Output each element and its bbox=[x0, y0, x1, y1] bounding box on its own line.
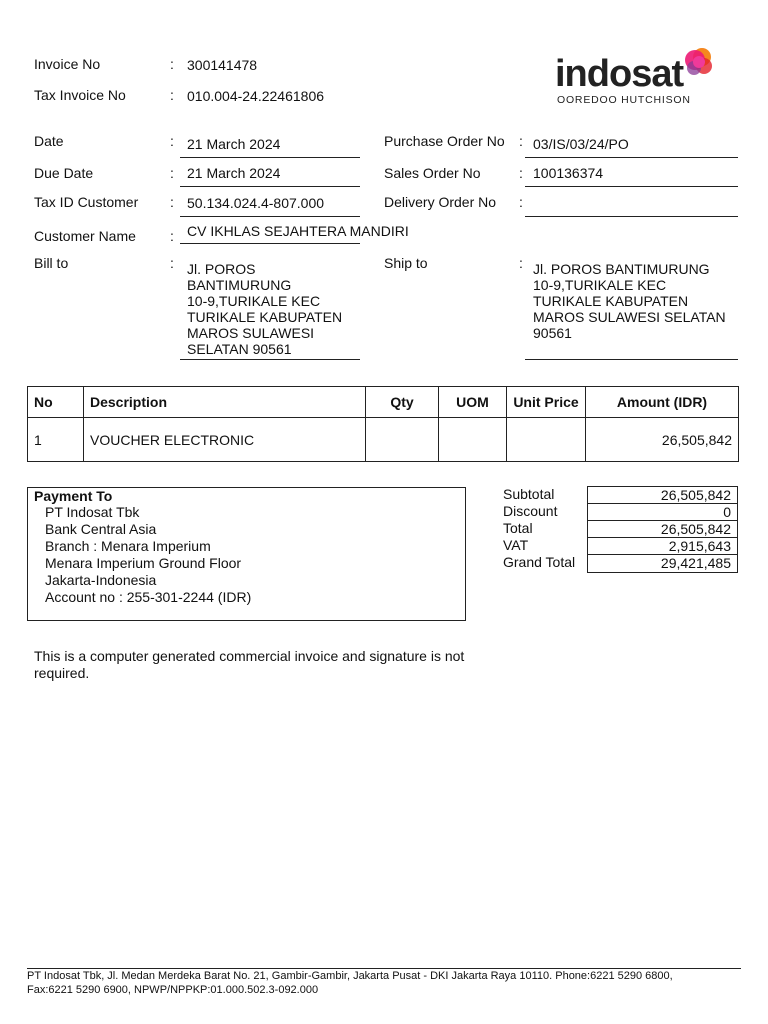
so-value: 100136374 bbox=[533, 165, 604, 181]
row-description: VOUCHER ELECTRONIC bbox=[84, 418, 366, 462]
totals-box bbox=[587, 486, 738, 573]
colon: : bbox=[170, 165, 174, 181]
colon: : bbox=[170, 87, 174, 103]
colon: : bbox=[519, 255, 523, 271]
bill-to-address: Jl. POROS BANTIMURUNG 10-9,TURIKALE KEC TURIKALE KABUPATEN MAROS SULAWESI SELATAN 90561 bbox=[187, 261, 343, 357]
colon: : bbox=[519, 133, 523, 149]
total-value: 26,505,842 bbox=[588, 521, 737, 538]
footer-company-info: PT Indosat Tbk, Jl. Medan Merdeka Barat No. 21, Gambir-Gambir, Jakarta Pusat - DKI Jakarta Raya 10110. Phone:6221 5290 6800, Fax:6221 5290 6900, NPWP/NPPKP:01.000.502.3-092.000 bbox=[27, 970, 673, 996]
ship-to-address: Jl. POROS BANTIMURUNG 10-9,TURIKALE KEC TURIKALE KABUPATEN MAROS SULAWESI SELATAN 90561 bbox=[533, 261, 726, 341]
header-amount: Amount (IDR) bbox=[586, 387, 739, 418]
invoice-no-label: Invoice No bbox=[34, 56, 101, 72]
grand-total-value: 29,421,485 bbox=[660, 555, 731, 571]
indosat-logo bbox=[553, 46, 723, 108]
payment-title: Payment To bbox=[34, 488, 113, 504]
ship-to-label: Ship to bbox=[384, 255, 428, 271]
colon: : bbox=[519, 165, 523, 181]
so-label: Sales Order No bbox=[384, 165, 481, 181]
computer-generated-note: This is a computer generated commercial invoice and signature is not required. bbox=[34, 648, 465, 681]
do-label: Delivery Order No bbox=[384, 194, 497, 210]
date-label: Date bbox=[34, 133, 64, 149]
discount-label: Discount bbox=[503, 503, 558, 519]
subtotal-value: 26,505,842 bbox=[588, 487, 737, 504]
header-description: Description bbox=[84, 387, 366, 418]
customer-name-value: CV IKHLAS SEJAHTERA MANDIRI bbox=[187, 223, 409, 239]
vat-label: VAT bbox=[503, 537, 529, 553]
header-no: No bbox=[28, 387, 84, 418]
divider bbox=[525, 216, 738, 217]
table-header-row bbox=[28, 387, 739, 418]
header-uom: UOM bbox=[439, 387, 507, 418]
colon: : bbox=[170, 255, 174, 271]
due-date-label: Due Date bbox=[34, 165, 94, 181]
date-value: 21 March 2024 bbox=[187, 136, 281, 152]
tax-id-label: Tax ID Customer bbox=[34, 194, 139, 210]
divider bbox=[525, 359, 738, 360]
row-unit-price bbox=[507, 418, 586, 462]
po-value: 03/IS/03/24/PO bbox=[533, 136, 629, 152]
subtotal-label: Subtotal bbox=[503, 486, 555, 502]
invoice-no-value: 300141478 bbox=[187, 57, 258, 73]
tax-id-value: 50.134.024.4-807.000 bbox=[187, 195, 325, 211]
row-qty bbox=[366, 418, 439, 462]
colon: : bbox=[170, 56, 174, 72]
total-label: Total bbox=[503, 520, 533, 536]
divider bbox=[180, 186, 360, 187]
row-uom bbox=[439, 418, 507, 462]
vat-value: 2,915,643 bbox=[588, 538, 737, 555]
tax-invoice-value: 010.004-24.22461806 bbox=[187, 88, 325, 104]
divider bbox=[525, 186, 738, 187]
divider bbox=[525, 157, 738, 158]
due-date-value: 21 March 2024 bbox=[187, 165, 281, 181]
header-qty: Qty bbox=[366, 387, 439, 418]
grand-total-label: Grand Total bbox=[503, 554, 576, 570]
header-unit-price: Unit Price bbox=[507, 387, 586, 418]
customer-name-label: Customer Name bbox=[34, 228, 136, 244]
items-table bbox=[27, 386, 739, 462]
payment-details: PT Indosat Tbk Bank Central Asia Branch : Menara Imperium Menara Imperium Ground Floor Jakarta-Indonesia Account no : 255-301-2244 (IDR) bbox=[45, 504, 252, 605]
row-no: 1 bbox=[28, 418, 84, 462]
tax-invoice-label: Tax Invoice No bbox=[34, 87, 126, 103]
table-row bbox=[28, 418, 739, 462]
colon: : bbox=[170, 133, 174, 149]
divider bbox=[180, 157, 360, 158]
divider bbox=[180, 359, 360, 360]
discount-value: 0 bbox=[588, 504, 737, 521]
colon: : bbox=[170, 194, 174, 210]
bill-to-label: Bill to bbox=[34, 255, 69, 271]
colon: : bbox=[170, 228, 174, 244]
colon: : bbox=[519, 194, 523, 210]
logo-subtitle: OOREDOO HUTCHISON bbox=[557, 94, 691, 106]
divider bbox=[180, 216, 360, 217]
logo-wordmark: indosat bbox=[555, 53, 684, 95]
row-amount: 26,505,842 bbox=[586, 418, 739, 462]
divider bbox=[180, 243, 360, 244]
po-label: Purchase Order No bbox=[384, 133, 505, 149]
logo-flower-icon bbox=[681, 46, 715, 80]
payment-box bbox=[27, 487, 466, 621]
